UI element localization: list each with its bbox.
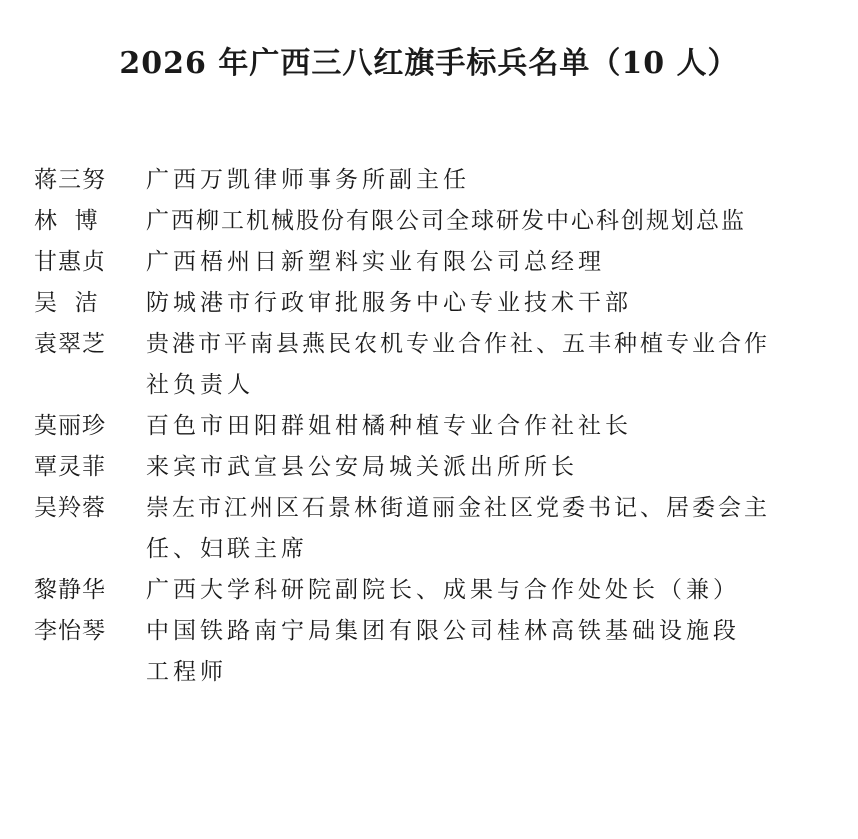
honoree-position bbox=[146, 447, 852, 488]
position-line: 中国铁路南宁局集团有限公司桂林高铁基础设施段 bbox=[146, 618, 740, 644]
honoree-name: 甘惠贞 bbox=[34, 249, 106, 275]
honoree-name: 黎静华 bbox=[34, 577, 106, 603]
honoree-position bbox=[146, 324, 852, 406]
position-line: 工程师 bbox=[146, 659, 227, 685]
position-line: 广西大学科研院副院长、成果与合作处处长（兼） bbox=[146, 577, 740, 603]
position-line: 百色市田阳群姐柑橘种植专业合作社社长 bbox=[146, 413, 632, 439]
list-item bbox=[34, 611, 852, 693]
honoree-position bbox=[146, 201, 852, 242]
honoree-name: 吴羚蓉 bbox=[34, 495, 106, 521]
honoree-name: 覃灵菲 bbox=[34, 454, 106, 480]
honoree-name: 吴 洁 bbox=[34, 290, 99, 316]
position-line: 防城港市行政审批服务中心专业技术干部 bbox=[146, 290, 632, 316]
honoree-name: 莫丽珍 bbox=[34, 413, 106, 439]
honoree-position bbox=[146, 283, 852, 324]
position-line: 广西梧州日新塑料实业有限公司总经理 bbox=[146, 249, 605, 275]
honoree-name: 林 博 bbox=[34, 208, 99, 234]
position-line: 社负责人 bbox=[146, 372, 254, 398]
honoree-position bbox=[146, 488, 852, 570]
honoree-name: 李怡琴 bbox=[34, 618, 106, 644]
honoree-position bbox=[146, 406, 852, 447]
list-item bbox=[34, 324, 852, 406]
list-item bbox=[34, 488, 852, 570]
position-line: 来宾市武宣县公安局城关派出所所长 bbox=[146, 454, 578, 480]
position-line: 广西万凯律师事务所副主任 bbox=[146, 167, 470, 193]
list-item bbox=[34, 570, 852, 611]
honoree-position bbox=[146, 570, 852, 611]
list-item bbox=[34, 201, 852, 242]
honoree-list bbox=[34, 160, 852, 693]
position-line: 崇左市江州区石景林街道丽金社区党委书记、居委会主 bbox=[146, 495, 770, 521]
list-item bbox=[34, 242, 852, 283]
list-item bbox=[34, 406, 852, 447]
honoree-name: 蒋三努 bbox=[34, 167, 106, 193]
honoree-position bbox=[146, 160, 852, 201]
list-item bbox=[34, 283, 852, 324]
list-item bbox=[34, 447, 852, 488]
document-title: 2026 年广西三八红旗手标兵名单（10 人） bbox=[119, 46, 739, 81]
honoree-position bbox=[146, 611, 852, 693]
position-line: 贵港市平南县燕民农机专业合作社、五丰种植专业合作 bbox=[146, 331, 770, 357]
honoree-position bbox=[146, 242, 852, 283]
position-line: 广西柳工机械股份有限公司全球研发中心科创规划总监 bbox=[146, 208, 746, 234]
list-item bbox=[34, 160, 852, 201]
honoree-name: 袁翠芝 bbox=[34, 331, 106, 357]
position-line: 任、妇联主席 bbox=[146, 536, 308, 562]
